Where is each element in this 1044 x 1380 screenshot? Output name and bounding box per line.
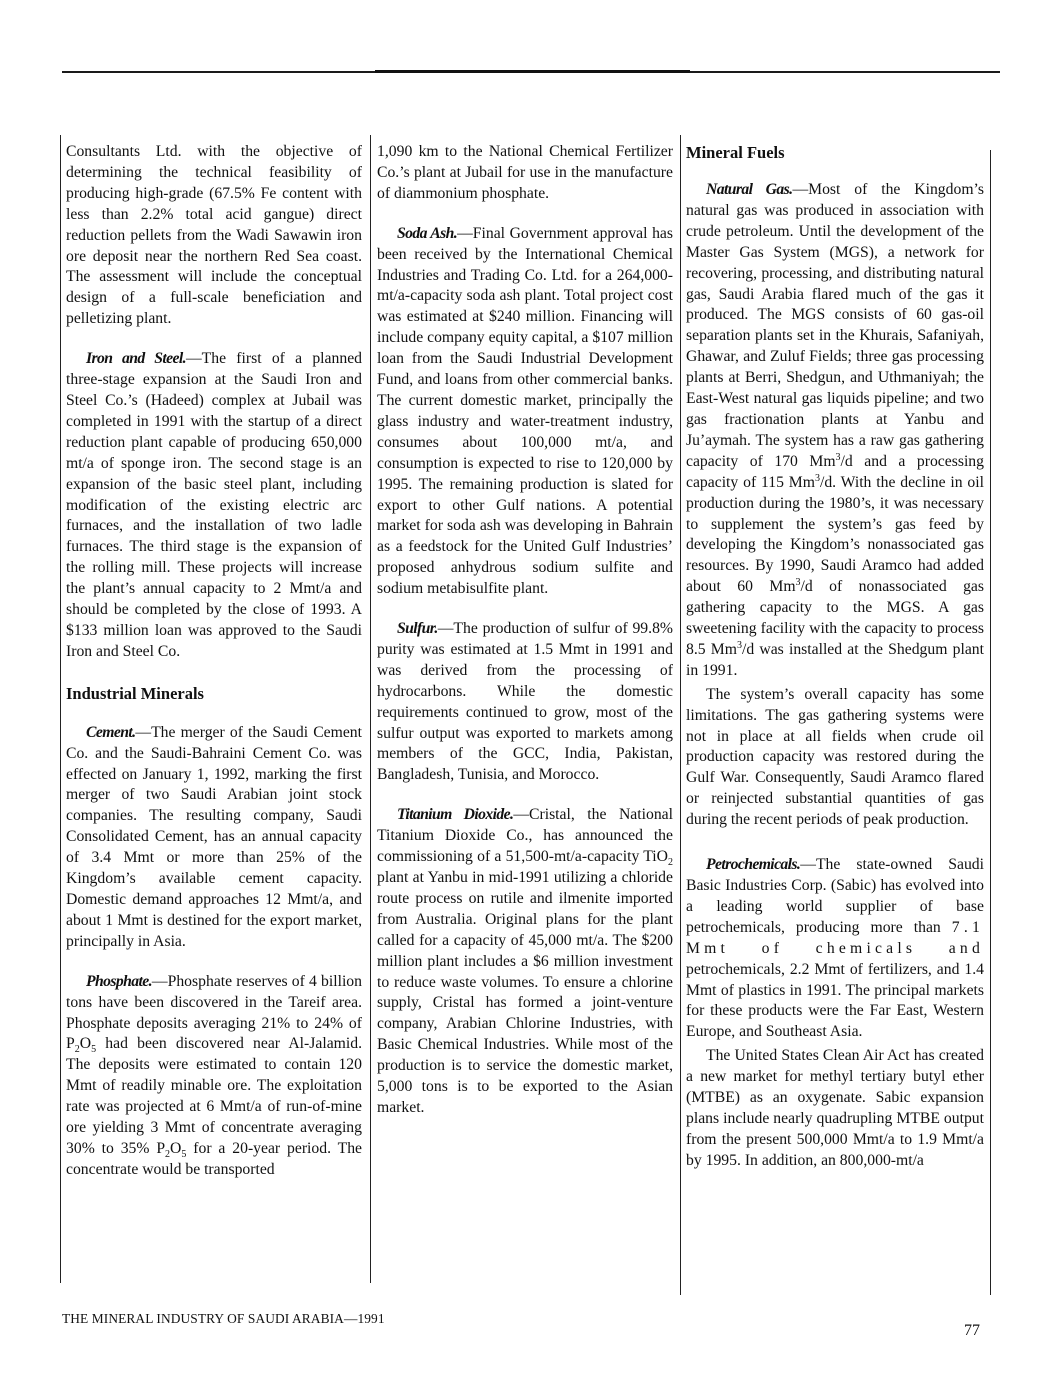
column-1: [66, 142, 362, 1181]
page-number: 77: [964, 1322, 980, 1339]
lead-iron-steel: Iron and Steel.: [86, 350, 186, 368]
text-gas-e: /d was installed at the Shedgum plant in 1991.: [686, 640, 985, 679]
text-phosphate-e: for a 20-year period. The concentrate would be transported: [66, 1139, 363, 1178]
subscript-2: 2: [165, 1149, 171, 1161]
text-petro-b: petrochemicals, 2.2 Mmt of fertilizers, and 1.4 Mmt of plastics in 1991. The principal markets for these products were the Far East, Western Europe, and Southeast Asia.: [686, 960, 984, 1041]
column-rule-2-3: [680, 135, 681, 1295]
text-cement: —The merger of the Saudi Cement Co. and the Saudi-Bahraini Cement Co. was effected on January 1, 1992, marking the first merger of two Saudi Arabian joint stock companies. The resulting company, Saudi Consolidated Cement, has an annual capacity of 3.4 Mmt or more than 25% of the Kingdom’s available cement capacity. Domestic demand approaches 12 Mmt/a, and about 1 Mmt is destined for the export market, principally in Asia.: [66, 723, 362, 950]
heading-mineral-fuels: Mineral Fuels: [686, 143, 785, 162]
column-rule-1-2: [370, 135, 371, 1283]
text-gas-c: /d. With the decline in oil production during the 1980’s, it was necessary to supplement the system’s gas feed by developing the Kingdom’s nonassociated gas resources. By 1990, Saudi Aramco had added about 60 Mm: [686, 473, 984, 596]
paragraph-gas-capacity: The system’s overall capacity has some limitations. The gas gathering systems were not in place at all fields when crude oil production capacity was restored during the Gulf War. Consequently, Saudi Aramco flared or reinjected substantial quantities of gas during the recent periods of peak production.: [686, 685, 984, 829]
heading-industrial-minerals: Industrial Minerals: [66, 683, 204, 703]
paragraph-natural-gas: [686, 180, 984, 682]
text-sulfur: —The production of sulfur of 99.8% purity was estimated at 1.5 Mmt in 1991 and was derived from the processing of hydrocarbons. While the domestic requirements continued to grow, most of the sulfur output was exported to markets among members of the GCC, India, Pakistan, Bangladesh, Tunisia, and Morocco.: [377, 620, 673, 784]
text-gas-a: —Most of the Kingdom’s natural gas was produced in association with crude petroleum. Until the development of the Master Gas System (MGS), a network for recovering, processing, and distributing natural gas, Saudi Arabia flared much of the gas it produced. The MGS consists of 60 gas-oil separation plants set in the Khurais, Safaniyah, Ghawar, and Zuluf Fields; three gas processing plants at Berri, Shedgun, and Uthmaniyah; the East-West natural gas liquids pipeline; and two gas fractionation plants at Yanbu and Ju’aymah. The system has a raw gas gathering capacity of 170 Mm: [686, 181, 984, 470]
lead-sulfur: Sulfur.: [397, 620, 438, 638]
paragraph-fertilizer: 1,090 km to the National Chemical Fertilizer Co.’s plant at Jubail for use in the manufacture of diammonium phosphate.: [377, 143, 673, 202]
lead-natural-gas: Natural Gas.: [706, 181, 793, 198]
top-rule-heavy: [375, 70, 690, 73]
text-soda-ash: —Final Government approval has been received by the International Chemical Industries and Trading Co. Ltd. for a 264,000-mt/a-capacity soda ash plant. Total project cost was estimated at $240 million. Financing will include company equity capital, a $107 million loan from the Saudi Industrial Development Fund, and loans from other commercial banks. The current domestic market, principally the glass industry and water-treatment industry, consumes about 100,000 mt/a, and consumption is expected to rise to 120,000 by 1995. The remaining production is slated for export to other Gulf nations. A potential market for soda ash was developing in Bahrain as a feedstock for the United Gulf Industries’ proposed anhydrous sodium sulfite and sodium metabisulfite plant.: [377, 224, 673, 598]
paragraph-consultants: Consultants Ltd. with the objective of determining the technical feasibility of producing high-grade (67.5% Fe content with less than 2.2% total acid gangue) direct reduction pellets from the Wadi Sawawin iron ore deposit near the northern Red Sea coast. The assessment will include the conceptual design of a full-scale beneficiation and pelletizing plant.: [66, 143, 362, 328]
superscript-3: 3: [736, 639, 742, 651]
lead-petrochemicals: Petrochemicals.: [706, 856, 801, 874]
subscript-2: 2: [74, 1044, 80, 1056]
text-iron-steel: —The first of a planned three-stage expansion at the Saudi Iron and Steel Co.’s (Hadeed) complex at Jubail was completed in 1991 with the startup of a direct reduction plant capable of producing 650,000 mt/a of sponge iron. The second stage is an expansion of the basic steel plant, including modification of the existing electric arc furnaces, and the installation of two ladle furnaces. The third stage is the expansion of the rolling mill. These projects will increase the plant’s annual capacity to 2 Mmt/a and should be completed by the close of 1993. A $133 million loan was approved to the Saudi Iron and Steel Co.: [66, 350, 363, 660]
text-phosphate-d: O: [170, 1139, 182, 1157]
text-phosphate-a: —Phosphate reserves of 4 billion tons have been discovered in the Tareif area. Phosphate deposits averaging 21% to 24% of P: [66, 972, 362, 1053]
column-3: [686, 142, 984, 1172]
text-gas-d: /d of nonassociated gas gathering capacity to the MGS. A gas sweetening facility with the capacity to process 8.5 Mm: [686, 578, 984, 658]
column-rule-right: [990, 150, 991, 1295]
text-titanium-a: —Cristal, the National Titanium Dioxide Co., has announced the commissioning of a 51,500-mt/a-capacity TiO: [377, 806, 673, 866]
lead-titanium-dioxide: Titanium Dioxide.: [397, 806, 514, 824]
text-petro-a: —The state-owned Saudi Basic Industries Corp. (Sabic) has evolved into a leading world supplier of base petrochemicals, producing more than: [686, 856, 984, 936]
superscript-3: 3: [795, 576, 801, 588]
paragraph-cement: [66, 723, 362, 953]
running-footer: THE MINERAL INDUSTRY OF SAUDI ARABIA—1991: [62, 1311, 385, 1326]
text-phosphate-b: O: [79, 1035, 92, 1053]
text-phosphate-c: had been discovered near Al-Jalamid. The deposits were estimated to contain 120 Mmt of readily minable ore. The exploitation rate was projected at 6 Mmt/a of run-of-mine ore yielding 3 Mmt of concentrate averaging 30% to 35% P: [66, 1035, 362, 1157]
superscript-3: 3: [835, 451, 841, 463]
subscript-5: 5: [91, 1044, 97, 1056]
paragraph-iron-steel: [66, 349, 362, 663]
lead-phosphate: Phosphate.: [86, 972, 152, 990]
paragraph-phosphate: [66, 972, 362, 1181]
text-petro-spaced: 7.1 Mmt of chemicals and: [686, 918, 984, 957]
column-2: [377, 142, 673, 1119]
text-gas-b: /d and a processing capacity of 115 Mm: [686, 452, 984, 491]
subscript-5: 5: [181, 1149, 187, 1161]
paragraph-titanium-dioxide: [377, 805, 673, 1119]
paragraph-mtbe: The United States Clean Air Act has created a new market for methyl tertiary butyl ether (MTBE) as an oxygenate. Sabic expansion plans include nearly quadrupling MTBE output from the present 500,000 Mmt/a to 1.9 Mmt/a by 1995. In addition, an 800,000-mt/a: [686, 1047, 984, 1169]
lead-cement: Cement.: [86, 723, 136, 741]
paragraph-soda-ash: [377, 224, 673, 600]
paragraph-sulfur: [377, 619, 673, 786]
lead-soda-ash: Soda Ash.: [397, 224, 458, 242]
superscript-3: 3: [814, 472, 820, 484]
text-titanium-b: plant at Yanbu in mid-1991 utilizing a chloride route process on rutile and ilmenite imported from Australia. Original plans for the plant called for a capacity of 45,000 mt/a. The $200 million plant includes a $6 million investment to reduce waste volumes. To ensure a chlorine supply, Cristal has formed a joint-venture company, Arabian Chlorine Industries, with Basic Chemical Industries. While most of the production is to service the domestic market, 5,000 tons is to be exported to the Asian market.: [377, 869, 673, 1116]
paragraph-petrochemicals: [686, 855, 984, 1043]
column-rule-left: [60, 135, 61, 1283]
subscript-2: 2: [668, 857, 673, 869]
